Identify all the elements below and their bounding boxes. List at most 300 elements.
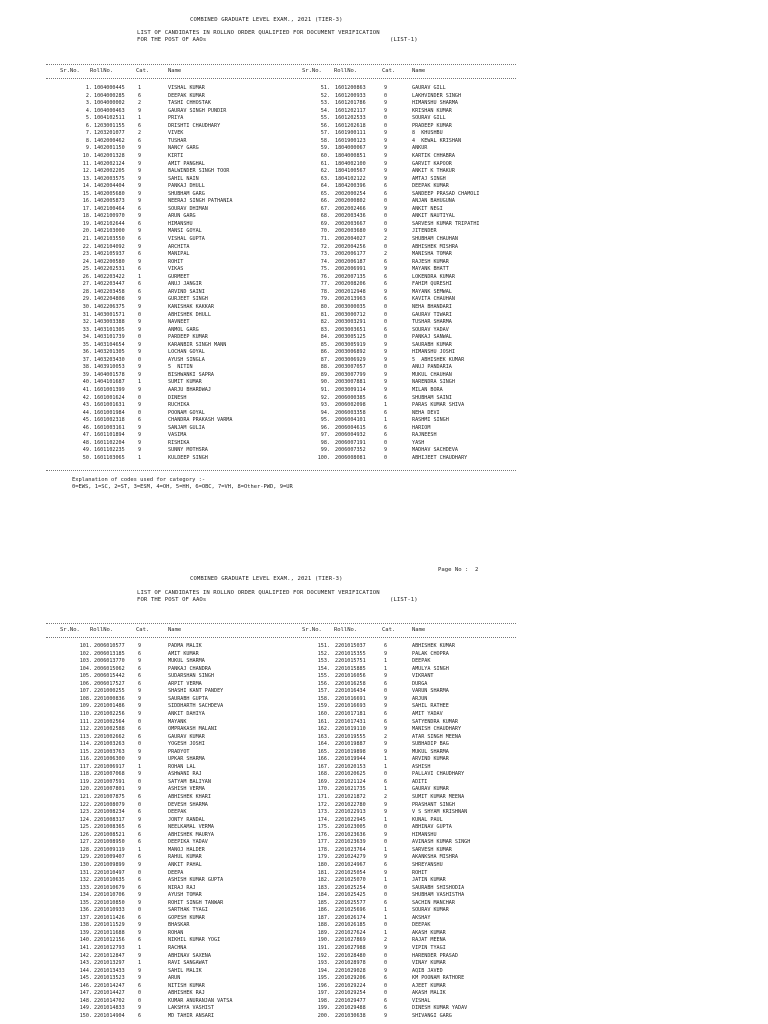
roll-number: 2201010706 <box>94 892 125 899</box>
roll-number: 2006007191 <box>335 439 366 446</box>
category-code: 9 <box>384 447 388 454</box>
category-code: 1 <box>384 763 388 770</box>
roll-number: 1402002124 <box>94 160 125 167</box>
roll-number: 1004000445 <box>94 85 125 91</box>
category-code: 6 <box>138 137 142 144</box>
serial-number: 70. <box>320 228 330 235</box>
candidate-name: RAJNEESH <box>412 432 437 439</box>
category-code: 6 <box>138 726 142 733</box>
serial-number: 90. <box>320 379 330 386</box>
table-row <box>0 221 768 228</box>
roll-number: 1601200863 <box>335 85 366 91</box>
table-row <box>0 877 768 884</box>
roll-number: 2003003651 <box>335 326 366 333</box>
header-rollno-right: RollNo. <box>334 68 358 74</box>
category-code: 0 <box>384 952 388 959</box>
serial-number: 102. <box>79 650 92 657</box>
roll-number: 2201014904 <box>94 1012 125 1019</box>
roll-number: 1402206375 <box>94 303 125 310</box>
category-code: 1 <box>138 763 142 770</box>
candidate-name: SARVESH KUMAR <box>412 846 452 853</box>
serial-number: 2. <box>85 92 92 99</box>
serial-number: 162. <box>317 726 330 733</box>
candidate-name: RAJESH KUMAR <box>412 258 449 265</box>
category-code: 6 <box>384 997 388 1004</box>
table-row <box>0 907 768 914</box>
candidate-name: 5 NITIN <box>168 364 193 371</box>
roll-number: 2201010635 <box>94 877 125 884</box>
candidate-name: PANKAJ CHANDRA <box>168 665 211 672</box>
category-code: 9 <box>384 703 388 710</box>
category-code: 6 <box>384 190 388 197</box>
candidate-name: ANKIT NEGI <box>412 205 443 212</box>
serial-number: 25. <box>82 266 92 273</box>
serial-number: 127. <box>79 839 92 846</box>
roll-number: 2201024967 <box>335 861 366 868</box>
category-code: 9 <box>384 100 388 107</box>
table-row <box>0 900 768 907</box>
candidate-name: PANKAJ DHULL <box>168 183 205 190</box>
serial-number: 164. <box>317 741 330 748</box>
serial-number: 193. <box>317 960 330 967</box>
candidate-name: DEVESH SHARMA <box>168 801 208 808</box>
candidate-name: HIMANSHU <box>412 831 437 838</box>
roll-number: 2201017181 <box>335 710 366 717</box>
header-name-right: Name <box>412 627 426 633</box>
table-row <box>0 711 768 718</box>
table-row <box>0 771 768 778</box>
table-row <box>0 244 768 251</box>
serial-number: 78. <box>320 288 330 295</box>
serial-number: 29. <box>82 296 92 303</box>
roll-number: 2201015751 <box>335 658 366 665</box>
candidate-name: ASHISH <box>412 763 431 770</box>
table-row <box>0 937 768 944</box>
roll-number: 1601001984 <box>94 409 125 416</box>
category-code: 0 <box>138 718 142 725</box>
category-code: 9 <box>384 673 388 680</box>
serial-number: 48. <box>82 439 92 446</box>
table-row <box>0 802 768 809</box>
category-code: 9 <box>384 967 388 974</box>
category-code: 0 <box>384 454 388 461</box>
category-code: 6 <box>384 1005 388 1012</box>
table-row <box>0 960 768 967</box>
candidate-name: AYUSH TOMAR <box>168 892 202 899</box>
serial-number: 77. <box>320 281 330 288</box>
candidate-name: SACHIN MANCHAR <box>412 899 455 906</box>
category-code: 2 <box>384 733 388 740</box>
serial-number: 33. <box>82 326 92 333</box>
category-code: 1 <box>138 273 142 280</box>
candidate-name: AMULYA SINGH <box>412 665 449 672</box>
serial-number: 199. <box>317 1005 330 1012</box>
category-code: 0 <box>138 394 142 401</box>
candidate-name: 5 ABHISHEK KUMAR <box>412 356 465 363</box>
serial-number: 180. <box>317 861 330 868</box>
table-row <box>0 357 768 364</box>
serial-number: 109. <box>79 703 92 710</box>
table-row <box>0 726 768 733</box>
category-code: 1 <box>384 756 388 763</box>
roll-number: 1404001578 <box>94 371 125 378</box>
roll-number: 2201006300 <box>94 756 125 763</box>
candidate-name: BISHWANKI SAPRA <box>168 371 215 378</box>
serial-number: 89. <box>320 371 330 378</box>
candidate-name: HIMANSHU SHARMA <box>412 100 459 107</box>
category-code: 1 <box>384 846 388 853</box>
category-code: 6 <box>384 710 388 717</box>
table-row <box>0 100 768 107</box>
table-row <box>0 643 768 650</box>
roll-number: 2002002466 <box>335 205 366 212</box>
category-code: 9 <box>138 349 142 356</box>
category-code: 0 <box>384 839 388 846</box>
category-code: 9 <box>384 356 388 363</box>
category-code: 9 <box>138 387 142 393</box>
serial-number: 65. <box>320 190 330 197</box>
header-srno-left: Sr.No. <box>60 627 80 633</box>
serial-number: 58. <box>320 137 330 144</box>
candidate-name: DRISHTI CHAUDHARY <box>168 122 221 129</box>
category-code: 9 <box>384 107 388 114</box>
roll-number: 2201026185 <box>335 922 366 929</box>
category-code: 6 <box>138 794 142 800</box>
serial-number: 63. <box>320 175 330 182</box>
candidate-name: RISHIKA <box>168 439 190 446</box>
roll-number: 2201007875 <box>94 794 125 800</box>
category-code: 9 <box>138 967 142 974</box>
serial-number: 155. <box>317 673 330 680</box>
roll-number: 1402102644 <box>94 220 125 227</box>
serial-number: 14. <box>82 183 92 190</box>
roll-number: 2201014833 <box>94 1005 125 1012</box>
candidate-name: JONTY RANDAL <box>168 816 205 823</box>
category-code: 9 <box>138 258 142 265</box>
candidate-name: GOPESH KUMAR <box>168 914 205 921</box>
category-code: 9 <box>384 741 388 748</box>
roll-number: 2201024279 <box>335 854 366 861</box>
roll-number: 2201022780 <box>335 801 366 808</box>
table-row <box>0 786 768 793</box>
serial-number: 139. <box>79 929 92 936</box>
category-code: 0 <box>384 303 388 310</box>
candidate-name: RAJAT MEENA <box>412 937 446 944</box>
serial-number: 24. <box>82 258 92 265</box>
category-code: 9 <box>138 1005 142 1012</box>
roll-number: 1403201305 <box>94 349 125 356</box>
serial-number: 167. <box>317 763 330 770</box>
candidate-name: ABHISHEK DHULL <box>168 311 211 318</box>
category-code: 6 <box>138 831 142 838</box>
category-code: 0 <box>384 982 388 989</box>
candidate-name: UPKAR SHARMA <box>168 756 205 763</box>
roll-number: 2006013185 <box>94 650 125 657</box>
list-number: (LIST-1) <box>390 597 418 603</box>
category-code: 9 <box>138 432 142 439</box>
table-row <box>0 206 768 213</box>
category-code: 9 <box>384 168 388 175</box>
category-code: 9 <box>138 145 142 152</box>
table-row <box>0 764 768 771</box>
roll-number: 2006002098 <box>335 402 366 409</box>
roll-number: 1203201077 <box>94 130 125 137</box>
serial-number: 17. <box>82 205 92 212</box>
category-code: 9 <box>384 945 388 951</box>
table-row <box>0 395 768 402</box>
candidate-name: FAHIM QURESHI <box>412 281 452 288</box>
roll-number: 2201023639 <box>335 839 366 846</box>
candidate-name: ANKIT PAHAL <box>168 861 202 868</box>
table-row <box>0 281 768 288</box>
candidate-name: RUCHIKA <box>168 402 190 409</box>
candidate-name: SUMIT KUMAR MEENA <box>412 794 465 800</box>
serial-number: 98. <box>320 439 330 446</box>
roll-number: 1402203447 <box>94 281 125 288</box>
table-row <box>0 327 768 334</box>
table-row <box>0 364 768 371</box>
candidate-name: NAVNEET <box>168 319 190 326</box>
serial-number: 131. <box>79 869 92 876</box>
candidate-name: SOURAV YADAV <box>412 326 449 333</box>
candidate-name: KARANBIR SINGH MANN <box>168 341 227 348</box>
roll-number: 2201000836 <box>94 695 125 702</box>
roll-number: 2201010497 <box>94 869 125 876</box>
roll-number: 2002000254 <box>335 190 366 197</box>
candidate-name: TASHI CHHOSTAK <box>168 100 211 107</box>
serial-number: 96. <box>320 424 330 431</box>
table-row <box>0 824 768 831</box>
category-code: 6 <box>384 409 388 416</box>
category-code: 0 <box>384 319 388 326</box>
table-row <box>0 138 768 145</box>
serial-number: 110. <box>79 710 92 717</box>
serial-number: 38. <box>82 364 92 371</box>
category-code: 6 <box>138 824 142 831</box>
category-code: 0 <box>384 824 388 831</box>
serial-number: 6. <box>85 122 92 129</box>
candidate-name: LAKHVINDER SINGH <box>412 92 462 99</box>
roll-number: 1004000002 <box>94 100 125 107</box>
serial-number: 54. <box>320 107 330 114</box>
roll-number: 2002003680 <box>335 228 366 235</box>
serial-number: 182. <box>317 877 330 884</box>
table-row <box>0 85 768 92</box>
candidate-name: ANKIT NAUTIYAL <box>412 213 455 220</box>
candidate-name: SIDDHARTH SACHDEVA <box>168 703 224 710</box>
table-row <box>0 696 768 703</box>
serial-number: 75. <box>320 266 330 273</box>
candidate-name: SAURABH SHISHODIA <box>412 884 465 891</box>
candidate-name: ARVIND SAINI <box>168 288 205 295</box>
candidate-name: ABHISHEK KUMAR <box>412 643 455 649</box>
serial-number: 5. <box>85 115 92 122</box>
roll-number: 1403910053 <box>94 364 125 371</box>
table-row <box>0 334 768 341</box>
table-row <box>0 387 768 394</box>
category-code: 0 <box>138 997 142 1004</box>
category-code: 6 <box>138 877 142 884</box>
roll-number: 2201009119 <box>94 846 125 853</box>
divider <box>46 470 516 471</box>
category-code: 9 <box>384 831 388 838</box>
table-row <box>0 666 768 673</box>
candidate-name: GAURAV TIWARI <box>412 311 452 318</box>
roll-number: 1402004404 <box>94 183 125 190</box>
category-code: 0 <box>138 409 142 416</box>
serial-number: 52. <box>320 92 330 99</box>
table-row <box>0 228 768 235</box>
category-code: 0 <box>138 801 142 808</box>
roll-number: 2201021735 <box>335 786 366 793</box>
candidate-name: GAURAV SINGH PUNDIR <box>168 107 227 114</box>
table-row <box>0 983 768 990</box>
candidate-name: KRISHAN KUMAR <box>412 107 452 114</box>
roll-number: 1601202533 <box>335 115 366 122</box>
roll-number: 2003005125 <box>335 334 366 341</box>
roll-number: 1403001571 <box>94 311 125 318</box>
candidate-name: ABHISHEK MISHRA <box>412 243 459 250</box>
candidate-name: VIKAS <box>168 266 184 273</box>
serial-number: 39. <box>82 371 92 378</box>
category-code: 0 <box>384 364 388 371</box>
roll-number: 2006004615 <box>335 424 366 431</box>
roll-number: 2006015442 <box>94 673 125 680</box>
candidate-name: YOGESH JOSHI <box>168 741 205 748</box>
roll-number: 2201010933 <box>94 907 125 914</box>
category-code: 1 <box>384 816 388 823</box>
candidate-name: MANSI GOYAL <box>168 228 202 235</box>
divider <box>46 637 516 638</box>
table-row <box>0 296 768 303</box>
roll-number: 1804200396 <box>335 183 366 190</box>
category-code: 1 <box>138 960 142 967</box>
serial-number: 45. <box>82 417 92 424</box>
serial-number: 134. <box>79 892 92 899</box>
candidate-name: GAURAV GILL <box>412 85 446 91</box>
candidate-name: VINAY KUMAR <box>412 960 446 967</box>
serial-number: 105. <box>79 673 92 680</box>
candidate-name: MANISH CHAUDHARY <box>412 726 462 733</box>
roll-number: 2201023005 <box>335 824 366 831</box>
serial-number: 18. <box>82 213 92 220</box>
candidate-name: SOURAV KUMAR <box>412 907 449 914</box>
serial-number: 141. <box>79 945 92 951</box>
category-code: 9 <box>384 869 388 876</box>
serial-number: 85. <box>320 341 330 348</box>
roll-number: 1403101739 <box>94 334 125 341</box>
candidate-name: VIPIN TYAGI <box>412 945 446 951</box>
candidate-name: DEEPAK KUMAR <box>412 183 449 190</box>
roll-number: 1601102235 <box>94 447 125 454</box>
category-code: 0 <box>384 960 388 967</box>
category-code: 6 <box>384 258 388 265</box>
exam-title: COMBINED GRADUATE LEVEL EXAM., 2021 (TIER-3) <box>190 576 343 582</box>
category-code: 6 <box>384 899 388 906</box>
category-code: 0 <box>384 439 388 446</box>
category-code: 9 <box>138 703 142 710</box>
candidate-name: ABHINAV GUPTA <box>412 824 452 831</box>
roll-number: 2003007881 <box>335 379 366 386</box>
table-row <box>0 349 768 356</box>
roll-number: 1402005873 <box>94 198 125 205</box>
category-code: 6 <box>384 183 388 190</box>
category-code: 0 <box>384 92 388 99</box>
serial-number: 84. <box>320 334 330 341</box>
candidate-name: PRADYOT <box>168 748 190 755</box>
candidate-name: CHANDRA PRAKASH VARMA <box>168 417 233 424</box>
table-row <box>0 183 768 190</box>
category-code: 0 <box>138 778 142 785</box>
candidate-name: PARAS KUMAR SHIVA <box>412 402 465 409</box>
serial-number: 163. <box>317 733 330 740</box>
roll-number: 2201028480 <box>335 952 366 959</box>
category-code: 9 <box>138 771 142 778</box>
roll-number: 2201016056 <box>335 673 366 680</box>
serial-number: 125. <box>79 824 92 831</box>
category-code: 2 <box>384 236 388 242</box>
roll-number: 2201008234 <box>94 809 125 816</box>
roll-number: 1601201786 <box>335 100 366 107</box>
candidate-name: DEEPIKA YADAV <box>168 839 208 846</box>
roll-number: 2201017431 <box>335 718 366 725</box>
category-code: 9 <box>138 296 142 303</box>
roll-number: 2201002256 <box>94 710 125 717</box>
category-code: 0 <box>138 311 142 318</box>
category-code: 0 <box>384 884 388 891</box>
serial-number: 99. <box>320 447 330 454</box>
category-code: 2 <box>138 100 142 107</box>
candidate-name: KARTIK CHHABRA <box>412 152 455 159</box>
roll-number: 1402104092 <box>94 243 125 250</box>
table-row <box>0 266 768 273</box>
serial-number: 40. <box>82 379 92 386</box>
candidate-name: NEHA DEVI <box>412 409 440 416</box>
roll-number: 1402202531 <box>94 266 125 273</box>
table-row <box>0 839 768 846</box>
table-row <box>0 651 768 658</box>
serial-number: 7. <box>85 130 92 137</box>
roll-number: 2201015037 <box>335 643 366 649</box>
category-code: 9 <box>138 160 142 167</box>
serial-number: 189. <box>317 929 330 936</box>
roll-number: 2201026174 <box>335 914 366 921</box>
candidate-name: ROHIT <box>412 869 428 876</box>
category-code: 0 <box>138 869 142 876</box>
table-row <box>0 123 768 130</box>
serial-number: 83. <box>320 326 330 333</box>
roll-number: 2006004101 <box>335 417 366 424</box>
serial-number: 11. <box>82 160 92 167</box>
table-row <box>0 658 768 665</box>
serial-number: 120. <box>79 786 92 793</box>
divider <box>46 623 516 624</box>
category-code: 9 <box>384 266 388 273</box>
serial-number: 47. <box>82 432 92 439</box>
category-code: 6 <box>138 236 142 242</box>
candidate-name: SHIVANGI GARG <box>412 1012 452 1019</box>
serial-number: 3. <box>85 100 92 107</box>
roll-number: 1402103550 <box>94 236 125 242</box>
candidate-name: RAVI SANGAWAT <box>168 960 208 967</box>
serial-number: 60. <box>320 152 330 159</box>
serial-number: 76. <box>320 273 330 280</box>
serial-number: 174. <box>317 816 330 823</box>
table-row <box>0 425 768 432</box>
category-code: 9 <box>384 137 388 144</box>
table-row <box>0 108 768 115</box>
candidate-name: VARUN SHARMA <box>412 688 449 695</box>
